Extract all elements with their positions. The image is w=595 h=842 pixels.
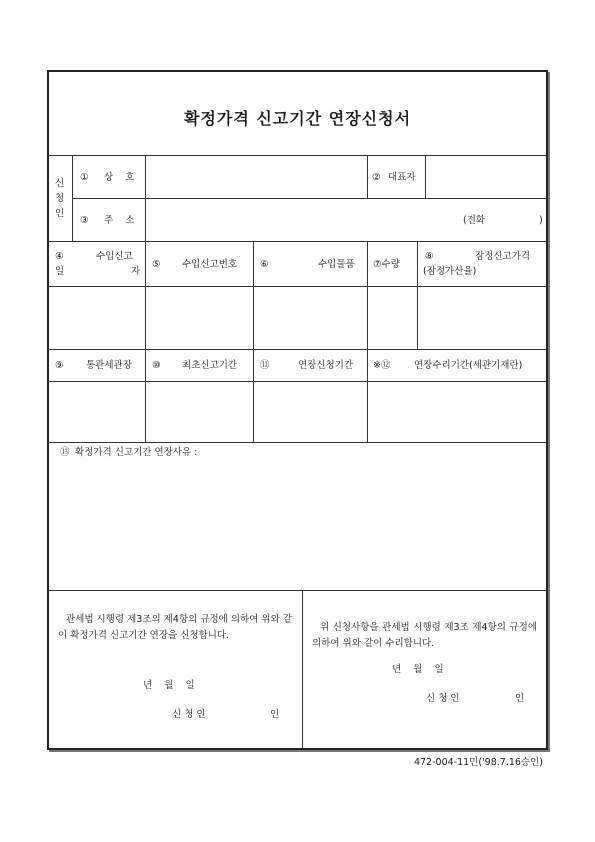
application-seal: 인 [270,709,280,720]
approval-signer: 신 청 인 [426,693,460,704]
reason-number: ⑬ [60,447,70,458]
quantity-field[interactable] [369,288,416,348]
application-signer: 신 청 인 [172,709,206,720]
divider [49,381,546,382]
provisional-price-number: ⑧ [425,251,434,262]
divider [145,349,146,442]
divider [72,198,546,199]
company-label: 상 호 [104,172,135,183]
divider [425,155,426,198]
divider [72,155,73,241]
import-number-field[interactable] [147,288,252,348]
customs-office-field[interactable] [50,383,144,441]
import-date-field[interactable] [50,288,144,348]
address-label: 주 소 [104,215,135,226]
reason-label: 확정가격 신고기간 연장사유 : [75,447,198,458]
initial-period-label: 최초신고기간 [182,360,238,371]
divider [49,155,546,156]
address-field[interactable] [147,200,457,239]
divider [49,349,546,350]
approval-seal: 인 [515,693,525,704]
divider [145,241,146,349]
phone-close: ) [539,215,543,226]
divider [417,241,418,349]
goods-number: ⑥ [260,259,269,270]
representative-field[interactable] [427,157,544,196]
application-statement: 관세법 시행령 제3조의 제4항의 규정에 의하여 위와 같이 확정가격 신고기간 연장을 신청합니다. [58,614,292,641]
applicant-label-3: 인 [55,208,65,219]
phone-label: (전화 [463,215,486,226]
extension-period-field[interactable] [255,383,366,441]
goods-label: 수입물품 [318,259,355,270]
provisional-price-field[interactable] [419,288,545,348]
divider [367,349,368,442]
customs-office-number: ⑨ [55,360,64,371]
accepted-period-label: 연장수리기간(세관기재란) [414,360,523,371]
import-date-label-3: 자 [131,266,141,277]
import-date-label: 수입신고 [96,251,133,262]
representative-label: 대표자 [388,172,416,183]
applicant-label-1: 신 [55,178,65,189]
representative-number: ② [372,172,381,183]
accepted-period-field[interactable] [369,383,545,441]
divider [302,590,303,748]
divider [253,349,254,442]
goods-field[interactable] [255,288,366,348]
import-date-number: ④ [55,251,64,262]
divider [367,241,368,349]
initial-period-number: ⑩ [152,360,161,371]
divider [49,286,546,287]
approval-statement: 위 신청사항을 관세법 시행령 제3조 제4항의 규정에 의하여 위와 같이 수리합니다. [312,622,537,649]
import-number-number: ⑤ [152,259,161,270]
company-number: ① [80,172,89,183]
provisional-price-label: 잠정신고가격 [475,251,531,262]
extension-period-label: 연장신청기간 [298,360,354,371]
application-date: 년 월 일 [143,680,195,691]
accepted-period-number: ※⑫ [373,360,391,371]
quantity-label: ⑦수량 [373,259,400,270]
form-code: 472-004-11민('98.7.16승인) [413,757,543,768]
divider [49,590,546,591]
divider [253,241,254,349]
import-date-label-2: 일 [55,266,65,277]
initial-period-field[interactable] [147,383,252,441]
provisional-price-sub: (잠정가산율) [423,266,477,277]
address-number: ③ [80,215,89,226]
divider [145,155,146,241]
import-number-label: 수입신고번호 [182,259,238,270]
extension-period-number: ⑪ [260,360,270,371]
form-title: 확정가격 신고기간 연장신청서 [183,109,412,128]
customs-office-label: 통관세관장 [86,360,132,371]
reason-field[interactable] [50,462,545,588]
divider [49,442,546,443]
applicant-label-2: 청 [55,193,65,204]
approval-date: 년 월 일 [392,664,444,675]
company-field[interactable] [147,157,365,196]
divider [49,241,546,242]
divider [367,155,368,198]
